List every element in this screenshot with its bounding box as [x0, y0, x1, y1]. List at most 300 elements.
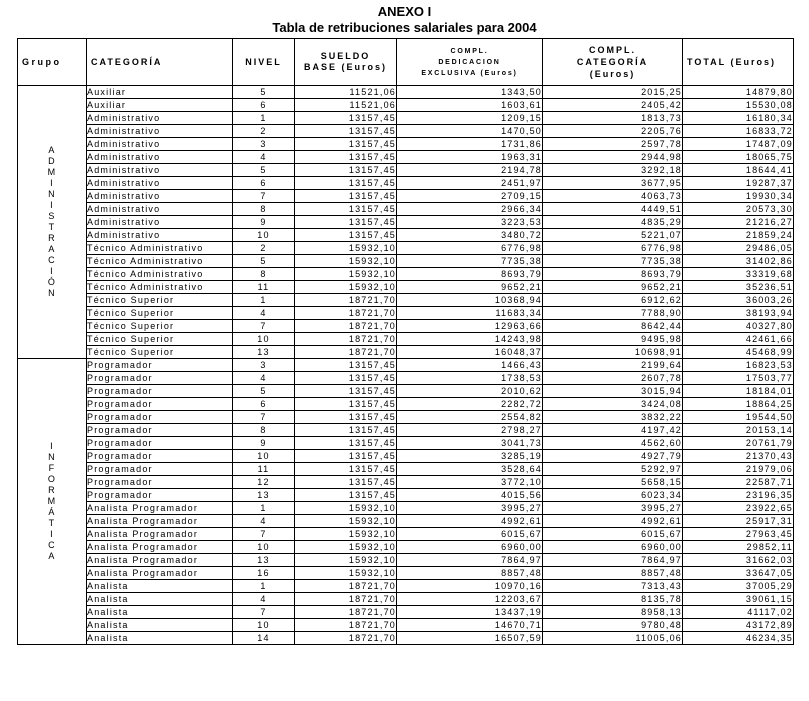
cell-nivel: 4	[233, 372, 295, 385]
table-row	[18, 138, 794, 151]
cell-total: 39061,15	[683, 593, 794, 606]
table-row	[18, 450, 794, 463]
cell-compl-categoria: 7788,90	[543, 307, 683, 320]
cell-categoria: Técnico Administrativo	[87, 281, 233, 294]
cell-sueldo-base: 13157,45	[295, 359, 397, 372]
table-row	[18, 99, 794, 112]
cell-total: 20153,14	[683, 424, 794, 437]
cell-sueldo-base: 18721,70	[295, 580, 397, 593]
header-dedic-line2: DEDICACION	[438, 58, 501, 66]
cell-nivel: 7	[233, 528, 295, 541]
cell-sueldo-base: 15932,10	[295, 268, 397, 281]
cell-total: 40327,80	[683, 320, 794, 333]
cell-sueldo-base: 18721,70	[295, 333, 397, 346]
cell-compl-dedicacion: 2451,97	[397, 177, 543, 190]
cell-categoria: Analista	[87, 619, 233, 632]
cell-sueldo-base: 18721,70	[295, 606, 397, 619]
cell-compl-dedicacion: 8857,48	[397, 567, 543, 580]
cell-nivel: 7	[233, 190, 295, 203]
table-row	[18, 515, 794, 528]
cell-categoria: Programador	[87, 476, 233, 489]
cell-compl-dedicacion: 2010,62	[397, 385, 543, 398]
cell-categoria: Programador	[87, 385, 233, 398]
cell-nivel: 4	[233, 307, 295, 320]
cell-compl-categoria: 6015,67	[543, 528, 683, 541]
cell-compl-categoria: 5292,97	[543, 463, 683, 476]
cell-compl-categoria: 8958,13	[543, 606, 683, 619]
table-row	[18, 489, 794, 502]
table-row	[18, 619, 794, 632]
cell-nivel: 4	[233, 151, 295, 164]
cell-compl-categoria: 4562,60	[543, 437, 683, 450]
cell-sueldo-base: 18721,70	[295, 294, 397, 307]
header-cat-line3: (Euros)	[589, 69, 636, 79]
cell-compl-categoria: 3677,95	[543, 177, 683, 190]
cell-total: 33647,05	[683, 567, 794, 580]
cell-nivel: 10	[233, 541, 295, 554]
cell-compl-dedicacion: 6015,67	[397, 528, 543, 541]
cell-compl-categoria: 9652,21	[543, 281, 683, 294]
cell-total: 17503,77	[683, 372, 794, 385]
cell-sueldo-base: 18721,70	[295, 619, 397, 632]
cell-nivel: 16	[233, 567, 295, 580]
header-total: TOTAL (Euros)	[683, 39, 794, 86]
header-categoria: CATEGORÍA	[87, 39, 233, 86]
cell-compl-dedicacion: 2282,72	[397, 398, 543, 411]
table-row	[18, 476, 794, 489]
cell-sueldo-base: 18721,70	[295, 346, 397, 359]
header-sueldo-line1: SUELDO	[320, 51, 371, 61]
cell-nivel: 11	[233, 281, 295, 294]
table-row	[18, 541, 794, 554]
cell-compl-categoria: 4927,79	[543, 450, 683, 463]
table-row	[18, 463, 794, 476]
cell-categoria: Programador	[87, 424, 233, 437]
cell-total: 36003,26	[683, 294, 794, 307]
cell-total: 21859,24	[683, 229, 794, 242]
cell-compl-dedicacion: 16048,37	[397, 346, 543, 359]
cell-sueldo-base: 13157,45	[295, 424, 397, 437]
cell-sueldo-base: 15932,10	[295, 242, 397, 255]
cell-categoria: Técnico Administrativo	[87, 255, 233, 268]
header-nivel: NIVEL	[233, 39, 295, 86]
cell-categoria: Administrativo	[87, 229, 233, 242]
cell-sueldo-base: 15932,10	[295, 515, 397, 528]
header-sueldo-line2: BASE (Euros)	[303, 62, 387, 72]
cell-compl-categoria: 10698,91	[543, 346, 683, 359]
cell-sueldo-base: 18721,70	[295, 632, 397, 645]
cell-compl-categoria: 7735,38	[543, 255, 683, 268]
cell-categoria: Analista Programador	[87, 567, 233, 580]
cell-nivel: 13	[233, 554, 295, 567]
table-row	[18, 372, 794, 385]
cell-compl-categoria: 2015,25	[543, 86, 683, 99]
cell-compl-dedicacion: 3480,72	[397, 229, 543, 242]
cell-categoria: Analista Programador	[87, 541, 233, 554]
cell-compl-categoria: 7864,97	[543, 554, 683, 567]
cell-total: 19930,34	[683, 190, 794, 203]
cell-compl-categoria: 4449,51	[543, 203, 683, 216]
table-row	[18, 554, 794, 567]
cell-total: 16180,34	[683, 112, 794, 125]
cell-sueldo-base: 13157,45	[295, 385, 397, 398]
cell-compl-dedicacion: 3995,27	[397, 502, 543, 515]
cell-compl-dedicacion: 2709,15	[397, 190, 543, 203]
cell-compl-categoria: 2205,76	[543, 125, 683, 138]
cell-compl-dedicacion: 3285,19	[397, 450, 543, 463]
cell-compl-dedicacion: 6960,00	[397, 541, 543, 554]
cell-compl-dedicacion: 10970,16	[397, 580, 543, 593]
cell-nivel: 7	[233, 411, 295, 424]
table-row	[18, 632, 794, 645]
cell-total: 31662,03	[683, 554, 794, 567]
salary-table	[17, 38, 794, 645]
cell-compl-dedicacion: 1466,43	[397, 359, 543, 372]
cell-compl-dedicacion: 8693,79	[397, 268, 543, 281]
cell-sueldo-base: 18721,70	[295, 593, 397, 606]
cell-compl-dedicacion: 14243,98	[397, 333, 543, 346]
cell-categoria: Analista Programador	[87, 515, 233, 528]
cell-compl-dedicacion: 3223,53	[397, 216, 543, 229]
cell-nivel: 6	[233, 177, 295, 190]
cell-total: 38193,94	[683, 307, 794, 320]
cell-compl-categoria: 9495,98	[543, 333, 683, 346]
cell-categoria: Administrativo	[87, 216, 233, 229]
cell-sueldo-base: 13157,45	[295, 151, 397, 164]
cell-nivel: 10	[233, 229, 295, 242]
cell-total: 18184,01	[683, 385, 794, 398]
cell-total: 18864,25	[683, 398, 794, 411]
table-row	[18, 86, 794, 99]
cell-sueldo-base: 15932,10	[295, 541, 397, 554]
cell-total: 31402,86	[683, 255, 794, 268]
cell-sueldo-base: 13157,45	[295, 125, 397, 138]
cell-categoria: Administrativo	[87, 190, 233, 203]
cell-nivel: 4	[233, 515, 295, 528]
cell-sueldo-base: 13157,45	[295, 372, 397, 385]
cell-categoria: Técnico Administrativo	[87, 242, 233, 255]
cell-sueldo-base: 13157,45	[295, 203, 397, 216]
cell-compl-categoria: 8857,48	[543, 567, 683, 580]
cell-total: 14879,80	[683, 86, 794, 99]
table-row	[18, 580, 794, 593]
cell-total: 45468,99	[683, 346, 794, 359]
group-name-vertical: INFORMÁTICA	[47, 441, 57, 561]
cell-sueldo-base: 13157,45	[295, 164, 397, 177]
cell-total: 19544,50	[683, 411, 794, 424]
cell-categoria: Programador	[87, 437, 233, 450]
cell-sueldo-base: 15932,10	[295, 281, 397, 294]
cell-total: 29852,11	[683, 541, 794, 554]
header-dedic-line3: EXCLUSIVA (Euros)	[421, 69, 518, 77]
cell-compl-categoria: 8642,44	[543, 320, 683, 333]
table-row	[18, 593, 794, 606]
cell-sueldo-base: 15932,10	[295, 255, 397, 268]
table-row	[18, 320, 794, 333]
cell-sueldo-base: 15932,10	[295, 554, 397, 567]
cell-compl-dedicacion: 11683,34	[397, 307, 543, 320]
header-dedicacion	[397, 39, 543, 86]
cell-nivel: 10	[233, 450, 295, 463]
cell-categoria: Administrativo	[87, 151, 233, 164]
cell-categoria: Administrativo	[87, 177, 233, 190]
cell-compl-categoria: 3424,08	[543, 398, 683, 411]
cell-nivel: 8	[233, 268, 295, 281]
cell-compl-dedicacion: 14670,71	[397, 619, 543, 632]
cell-compl-categoria: 3292,18	[543, 164, 683, 177]
table-title: Tabla de retribuciones salariales para 2004	[272, 20, 537, 35]
cell-nivel: 13	[233, 489, 295, 502]
cell-sueldo-base: 15932,10	[295, 528, 397, 541]
cell-total: 21216,27	[683, 216, 794, 229]
table-row	[18, 385, 794, 398]
cell-categoria: Analista	[87, 593, 233, 606]
cell-compl-categoria: 7313,43	[543, 580, 683, 593]
cell-compl-dedicacion: 12963,66	[397, 320, 543, 333]
cell-compl-categoria: 2597,78	[543, 138, 683, 151]
cell-compl-dedicacion: 1470,50	[397, 125, 543, 138]
cell-compl-categoria: 3995,27	[543, 502, 683, 515]
cell-total: 37005,29	[683, 580, 794, 593]
cell-compl-categoria: 5221,07	[543, 229, 683, 242]
cell-categoria: Técnico Superior	[87, 320, 233, 333]
cell-compl-categoria: 4835,29	[543, 216, 683, 229]
table-row	[18, 398, 794, 411]
cell-compl-categoria: 8135,78	[543, 593, 683, 606]
cell-sueldo-base: 15932,10	[295, 502, 397, 515]
table-row	[18, 333, 794, 346]
cell-total: 16823,53	[683, 359, 794, 372]
cell-compl-categoria: 11005,06	[543, 632, 683, 645]
cell-compl-dedicacion: 6776,98	[397, 242, 543, 255]
cell-sueldo-base: 13157,45	[295, 229, 397, 242]
table-row	[18, 606, 794, 619]
table-row	[18, 437, 794, 450]
cell-total: 19287,37	[683, 177, 794, 190]
cell-categoria: Auxiliar	[87, 86, 233, 99]
cell-compl-dedicacion: 7864,97	[397, 554, 543, 567]
cell-compl-categoria: 4992,61	[543, 515, 683, 528]
cell-compl-categoria: 2199,64	[543, 359, 683, 372]
cell-compl-categoria: 8693,79	[543, 268, 683, 281]
cell-nivel: 4	[233, 593, 295, 606]
annex-title: ANEXO I	[377, 4, 432, 19]
table-row	[18, 255, 794, 268]
cell-compl-dedicacion: 1209,15	[397, 112, 543, 125]
cell-compl-categoria: 6960,00	[543, 541, 683, 554]
cell-total: 29486,05	[683, 242, 794, 255]
cell-total: 42461,66	[683, 333, 794, 346]
cell-compl-categoria: 4197,42	[543, 424, 683, 437]
cell-sueldo-base: 13157,45	[295, 437, 397, 450]
cell-sueldo-base: 13157,45	[295, 411, 397, 424]
table-row	[18, 502, 794, 515]
cell-categoria: Analista Programador	[87, 554, 233, 567]
cell-categoria: Técnico Superior	[87, 307, 233, 320]
cell-nivel: 8	[233, 203, 295, 216]
cell-categoria: Analista	[87, 580, 233, 593]
cell-compl-categoria: 6776,98	[543, 242, 683, 255]
cell-sueldo-base: 13157,45	[295, 398, 397, 411]
cell-sueldo-base: 18721,70	[295, 307, 397, 320]
cell-sueldo-base: 13157,45	[295, 463, 397, 476]
cell-compl-categoria: 3015,94	[543, 385, 683, 398]
cell-categoria: Técnico Superior	[87, 346, 233, 359]
cell-total: 23196,35	[683, 489, 794, 502]
header-grupo: Grupo	[18, 39, 87, 86]
cell-compl-dedicacion: 3772,10	[397, 476, 543, 489]
group-label	[18, 86, 87, 359]
cell-compl-dedicacion: 16507,59	[397, 632, 543, 645]
cell-nivel: 2	[233, 125, 295, 138]
table-row	[18, 294, 794, 307]
table-row	[18, 528, 794, 541]
table-row	[18, 203, 794, 216]
cell-categoria: Analista Programador	[87, 502, 233, 515]
cell-nivel: 1	[233, 580, 295, 593]
cell-sueldo-base: 11521,06	[295, 99, 397, 112]
cell-nivel: 1	[233, 294, 295, 307]
cell-total: 35236,51	[683, 281, 794, 294]
cell-sueldo-base: 13157,45	[295, 177, 397, 190]
cell-total: 15530,08	[683, 99, 794, 112]
cell-compl-dedicacion: 9652,21	[397, 281, 543, 294]
cell-categoria: Técnico Superior	[87, 333, 233, 346]
cell-compl-dedicacion: 2798,27	[397, 424, 543, 437]
cell-compl-dedicacion: 7735,38	[397, 255, 543, 268]
cell-sueldo-base: 13157,45	[295, 489, 397, 502]
cell-nivel: 1	[233, 502, 295, 515]
table-row	[18, 411, 794, 424]
cell-nivel: 7	[233, 320, 295, 333]
cell-sueldo-base: 13157,45	[295, 450, 397, 463]
cell-compl-dedicacion: 4992,61	[397, 515, 543, 528]
header-cat-line2: CATEGORÍA	[576, 57, 649, 67]
table-row	[18, 151, 794, 164]
group-name-vertical: ADMINISTRACIÓN	[47, 145, 57, 298]
cell-total: 46234,35	[683, 632, 794, 645]
cell-nivel: 9	[233, 437, 295, 450]
cell-total: 43172,89	[683, 619, 794, 632]
table-row	[18, 190, 794, 203]
table-row	[18, 567, 794, 580]
cell-compl-categoria: 5658,15	[543, 476, 683, 489]
cell-nivel: 3	[233, 138, 295, 151]
cell-sueldo-base: 13157,45	[295, 138, 397, 151]
cell-categoria: Programador	[87, 450, 233, 463]
header-dedic-line1: COMPL.	[450, 47, 489, 55]
header-row	[18, 39, 794, 86]
cell-compl-dedicacion: 12203,67	[397, 593, 543, 606]
table-row	[18, 359, 794, 372]
cell-compl-categoria: 6023,34	[543, 489, 683, 502]
cell-nivel: 8	[233, 424, 295, 437]
cell-nivel: 1	[233, 112, 295, 125]
cell-total: 25917,31	[683, 515, 794, 528]
cell-sueldo-base: 15932,10	[295, 567, 397, 580]
cell-categoria: Auxiliar	[87, 99, 233, 112]
cell-nivel: 10	[233, 333, 295, 346]
cell-nivel: 12	[233, 476, 295, 489]
cell-nivel: 14	[233, 632, 295, 645]
cell-nivel: 9	[233, 216, 295, 229]
cell-sueldo-base: 13157,45	[295, 190, 397, 203]
cell-compl-categoria: 9780,48	[543, 619, 683, 632]
cell-total: 27963,45	[683, 528, 794, 541]
cell-total: 17487,09	[683, 138, 794, 151]
cell-compl-dedicacion: 2194,78	[397, 164, 543, 177]
cell-nivel: 10	[233, 619, 295, 632]
cell-compl-dedicacion: 3528,64	[397, 463, 543, 476]
table-body	[18, 86, 794, 645]
cell-compl-dedicacion: 1731,86	[397, 138, 543, 151]
cell-categoria: Administrativo	[87, 138, 233, 151]
cell-nivel: 5	[233, 86, 295, 99]
cell-nivel: 5	[233, 164, 295, 177]
cell-compl-categoria: 4063,73	[543, 190, 683, 203]
table-row	[18, 177, 794, 190]
cell-nivel: 7	[233, 606, 295, 619]
cell-total: 23922,65	[683, 502, 794, 515]
cell-categoria: Programador	[87, 359, 233, 372]
table-row	[18, 164, 794, 177]
cell-nivel: 2	[233, 242, 295, 255]
cell-compl-dedicacion: 4015,56	[397, 489, 543, 502]
table-row	[18, 281, 794, 294]
cell-compl-dedicacion: 1603,61	[397, 99, 543, 112]
cell-compl-dedicacion: 1343,50	[397, 86, 543, 99]
header-sueldo-base	[295, 39, 397, 86]
cell-nivel: 5	[233, 255, 295, 268]
cell-categoria: Programador	[87, 398, 233, 411]
cell-compl-categoria: 2607,78	[543, 372, 683, 385]
cell-nivel: 6	[233, 99, 295, 112]
table-row	[18, 216, 794, 229]
cell-sueldo-base: 13157,45	[295, 476, 397, 489]
cell-categoria: Programador	[87, 411, 233, 424]
table-row	[18, 229, 794, 242]
cell-compl-categoria: 1813,73	[543, 112, 683, 125]
cell-categoria: Analista Programador	[87, 528, 233, 541]
cell-categoria: Programador	[87, 372, 233, 385]
cell-total: 21979,06	[683, 463, 794, 476]
cell-compl-dedicacion: 1738,53	[397, 372, 543, 385]
cell-sueldo-base: 13157,45	[295, 112, 397, 125]
cell-sueldo-base: 13157,45	[295, 216, 397, 229]
cell-categoria: Administrativo	[87, 112, 233, 125]
cell-sueldo-base: 18721,70	[295, 320, 397, 333]
cell-categoria: Administrativo	[87, 203, 233, 216]
cell-total: 18644,41	[683, 164, 794, 177]
cell-total: 20573,30	[683, 203, 794, 216]
cell-nivel: 6	[233, 398, 295, 411]
cell-sueldo-base: 11521,06	[295, 86, 397, 99]
header-cat-line1: COMPL.	[589, 45, 636, 55]
table-row	[18, 268, 794, 281]
cell-compl-categoria: 2944,98	[543, 151, 683, 164]
cell-nivel: 13	[233, 346, 295, 359]
header-compl-categoria	[543, 39, 683, 86]
cell-compl-dedicacion: 10368,94	[397, 294, 543, 307]
cell-nivel: 5	[233, 385, 295, 398]
cell-nivel: 3	[233, 359, 295, 372]
group-label	[18, 359, 87, 645]
cell-compl-dedicacion: 3041,73	[397, 437, 543, 450]
cell-compl-dedicacion: 13437,19	[397, 606, 543, 619]
cell-categoria: Analista	[87, 606, 233, 619]
cell-total: 21370,43	[683, 450, 794, 463]
table-row	[18, 424, 794, 437]
